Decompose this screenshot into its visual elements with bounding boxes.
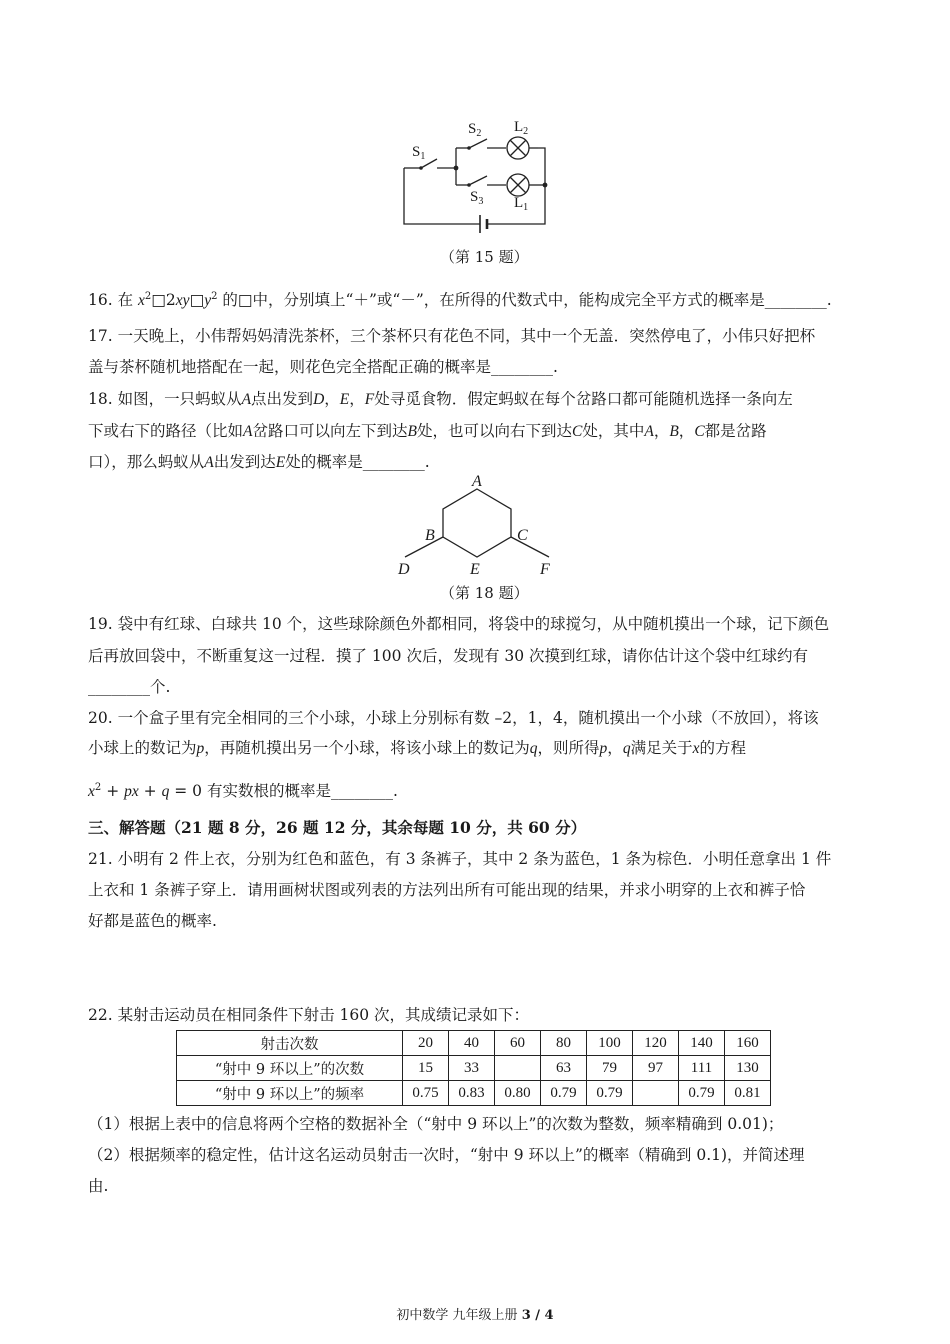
table-cell: 0.79 [679,1081,725,1106]
question-18-line-3: 口），那么蚂蚁从A出发到达E处的概率是________. [88,453,430,471]
vertex-a-label: A [472,473,482,490]
question-20-line-1: 20. 一个盒子里有完全相同的三个小球，小球上分别标有数 –2，1，4，随机摸出一个小球（不放回），将该 [88,709,819,727]
table-cell: 111 [679,1056,725,1081]
table-cell: 97 [633,1056,679,1081]
table-cell: 40 [449,1031,495,1056]
page-number: 3 / 4 [521,1308,554,1323]
question-17-line-2: 盖与茶杯随机地搭配在一起，则花色完全搭配正确的概率是________. [88,358,558,376]
table-cell: 63 [541,1056,587,1081]
l2-label: $L_2$ [514,119,529,137]
table-cell: 0.79 [541,1081,587,1106]
row-header-shots: 射击次数 [177,1031,403,1056]
page-footer: 初中数学 九年级上册 3 / 4 [396,1308,554,1323]
fig15-caption: （第 15 题） [440,248,529,266]
table-cell: 20 [403,1031,449,1056]
question-21-line-2: 上衣和 1 条裤子穿上．请用画树状图或列表的方法列出所有可能出现的结果，并求小明穿的上衣和裤子恰 [88,881,806,899]
table-cell: 79 [587,1056,633,1081]
question-17-line-1: 17. 一天晚上，小伟帮妈妈清洗茶杯，三个茶杯只有花色不同，其中一个无盖．突然停电了，小伟只好把杯 [88,327,816,345]
table-cell: 60 [495,1031,541,1056]
vertex-e-label: E [470,561,480,578]
table-cell: 0.80 [495,1081,541,1106]
question-20-line-2: 小球上的数记为p，再随机摸出另一个小球，将该小球上的数记为q，则所得p，q满足关于x的方程 [88,739,746,757]
table-cell: 33 [449,1056,495,1081]
question-18-line-2: 下或右下的路径（比如A岔路口可以向左下到达B处，也可以向右下到达C处，其中A，B，C都是岔路 [88,422,767,440]
question-21-line-1: 21. 小明有 2 件上衣，分别为红色和蓝色，有 3 条裤子，其中 2 条为蓝色，1 条为棕色．小明任意拿出 1 件 [88,850,832,868]
table-row [177,1031,771,1056]
ant-path-diagram [0,0,950,600]
question-21-line-3: 好都是蓝色的概率. [88,912,217,930]
question-22-intro: 22. 某射击运动员在相同条件下射击 160 次，其成绩记录如下： [88,1006,530,1024]
s1-label: $S_1$ [412,144,426,162]
question-16: 16. 在 $x^2□2xy□y^2$ 的□中，分别填上“＋”或“－”，在所得的代数式中，能构成完全平方式的概率是________. [88,291,832,310]
question-22-part-2-line-1: （2）根据频率的稳定性，估计这名运动员射击一次时，“射中 9 环以上”的概率（精确到 0.1)，并简述理 [88,1146,805,1164]
s2-label: $S_2$ [468,121,482,139]
vertex-d-label: D [398,561,410,578]
shooting-record-table [176,1030,771,1106]
table-row [177,1081,771,1106]
vertex-f-label: F [540,561,550,578]
question-20-line-3: $x^2$ + px + q = 0 有实数根的概率是________. [88,782,398,801]
vertex-b-label: B [425,527,435,544]
vertex-c-label: C [517,527,528,544]
table-cell: 130 [725,1056,771,1081]
blank-cell [495,1056,541,1081]
question-19-line-1: 19. 袋中有红球、白球共 10 个，这些球除颜色外都相同，将袋中的球搅匀，从中随机摸出一个球，记下颜色 [88,615,830,633]
table-cell: 140 [679,1031,725,1056]
table-cell: 0.75 [403,1081,449,1106]
row-header-frequency: “射中 9 环以上”的频率 [177,1081,403,1106]
table-cell: 0.81 [725,1081,771,1106]
table-cell: 160 [725,1031,771,1056]
question-19-line-2: 后再放回袋中，不断重复这一过程．摸了 100 次后，发现有 30 次摸到红球，请你估计这个袋中红球约有 [88,647,809,665]
fig18-caption: （第 18 题） [440,584,529,602]
section-3-title: 三、解答题（21 题 8 分，26 题 12 分，其余每题 10 分，共 60 分） [88,818,587,837]
table-cell: 0.79 [587,1081,633,1106]
table-cell: 15 [403,1056,449,1081]
question-18-line-1: 18. 如图，一只蚂蚁从A点出发到D，E，F处寻觅食物．假定蚂蚁在每个岔路口都可能随机选择一条向左 [88,390,793,408]
question-22-part-1: （1）根据上表中的信息将两个空格的数据补全（“射中 9 环以上”的次数为整数，频率精确到 0.01)； [88,1115,784,1133]
table-row [177,1056,771,1081]
s3-label: $S_3$ [470,189,484,207]
table-cell: 0.83 [449,1081,495,1106]
question-22-part-2-line-2: 由. [88,1177,109,1195]
question-19-line-3: ________个. [88,678,171,696]
row-header-hits: “射中 9 环以上”的次数 [177,1056,403,1081]
table-cell: 120 [633,1031,679,1056]
table-cell: 80 [541,1031,587,1056]
l1-label: $L_1$ [514,195,529,213]
blank-cell [633,1081,679,1106]
table-cell: 100 [587,1031,633,1056]
